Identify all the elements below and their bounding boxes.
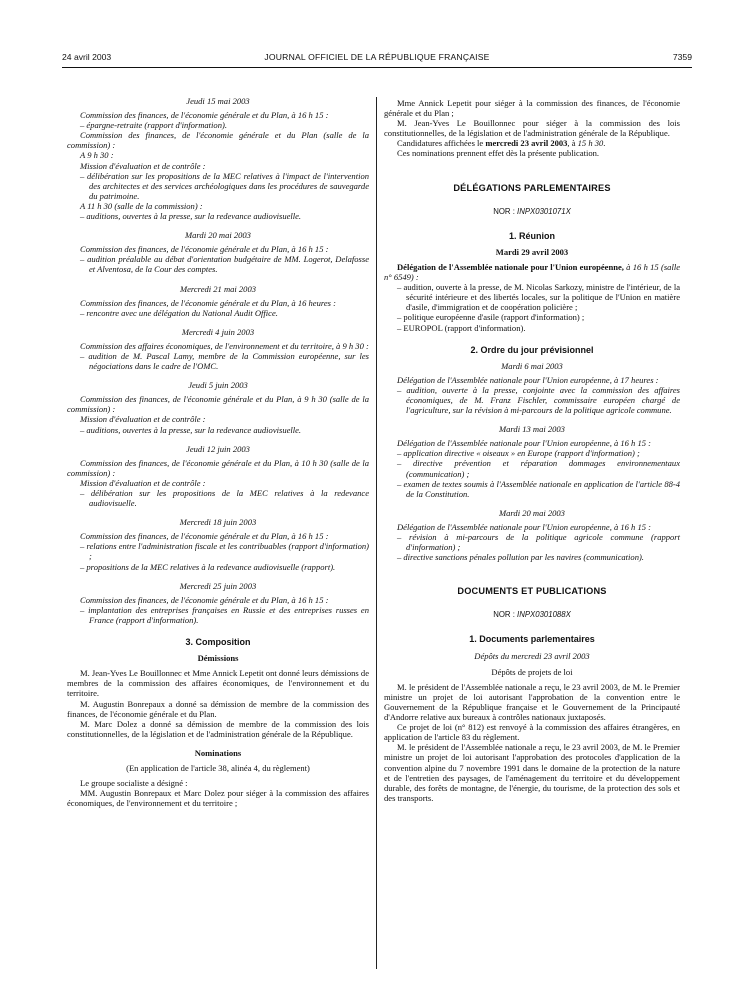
paragraph: A 9 h 30 : [80, 150, 114, 161]
list-item: – auditions, ouvertes à la presse, sur la redevance audiovisuelle. [80, 424, 302, 435]
list-item: – audition préalable au débat d'orientation budgétaire de MM. Logerot, Delafosse et Alventosa, de la Cour des comptes. [80, 254, 369, 275]
paragraph: Mission d'évaluation et de contrôle : [80, 477, 206, 488]
section-title: DÉLÉGATIONS PARLEMENTAIRES [453, 182, 611, 193]
text-bold: Délégation de l'Assemblée nationale pour l'Union européenne, [397, 261, 624, 272]
date-heading: Dépôts du mercredi 23 avril 2003 [474, 650, 590, 661]
paragraph: M. le président de l'Assemblée nationale a reçu, le 23 avril 2003, de M. le Premier ministre un projet de loi autorisant l'approbation de la convention entre le Gouvernement de la République française et le Gouvernement de la Principauté d'Andorre relative aux bureaux à contrôles nationaux juxtaposés. [384, 681, 680, 723]
paragraph: Ce projet de loi (n° 812) est renvoyé à la commission des affaires étrangères, en application de l'article 83 du règlement. [384, 722, 680, 743]
paragraph: Mission d'évaluation et de contrôle : [80, 160, 206, 171]
left-column [67, 96, 369, 808]
list-item: – politique européenne d'asile (rapport d'information) ; [397, 312, 585, 323]
list-item: – application directive « oiseaux » en Europe (rapport d'information) ; [397, 448, 640, 459]
nor-label: NOR : [493, 206, 518, 216]
paragraph: Commission des finances, de l'économie générale et du Plan, à 16 h 15 : [80, 244, 329, 255]
list-item: – audition, ouverte à la presse, conjointe avec la commission des affaires économiques, de M. Franz Fischler, commissaire européen chargé de l'agriculture, sur la révision à mi-parcours de la politique agricole commune. [397, 384, 680, 416]
page-header [62, 52, 692, 66]
list-item: – directive prévention et réparation dommages environnementaux (communication) ; [397, 458, 680, 479]
header-rule [62, 67, 692, 68]
date-heading: Mercredi 18 juin 2003 [179, 517, 257, 528]
subsection-heading: Démissions [197, 653, 239, 664]
text-bold: mercredi 23 avril 2003 [485, 138, 568, 149]
header-page-number: 7359 [672, 52, 692, 62]
list-item: – délibération sur les propositions de la MEC relatives à la redevance audiovisuelle. [80, 488, 369, 509]
paragraph: A 11 h 30 (salle de la commission) : [80, 200, 203, 211]
list-item: – révision à mi-parcours de la politique agricole commune (rapport d'information) ; [397, 532, 680, 553]
text-italic: 15 h 30 [577, 138, 604, 149]
list-item: – épargne-retraite (rapport d'information). [80, 120, 227, 131]
list-item: – propositions de la MEC relatives à la redevance audiovisuelle (rapport). [80, 561, 336, 572]
paragraph: Commission des finances, de l'économie générale et du Plan, à 16 heures : [80, 297, 336, 308]
paragraph: Commission des finances, de l'économie générale et du Plan (salle de la commission) : [67, 130, 369, 151]
nor-code: INPX0301071X [517, 206, 571, 216]
nor-code: INPX0301088X [517, 610, 571, 620]
section-title: DOCUMENTS ET PUBLICATIONS [457, 586, 607, 597]
list-item: – audition de M. Pascal Lamy, membre de la Commission européenne, sur les négociations dans le cadre de l'OMC. [80, 350, 369, 372]
date-heading: Mardi 13 mai 2003 [499, 424, 565, 435]
paragraph: Commission des finances, de l'économie générale et du Plan, à 16 h 15 : [80, 110, 329, 121]
column-divider [376, 97, 377, 969]
paragraph: Délégation de l'Assemblée nationale pour l'Union européenne, à 16 h 15 : [397, 438, 651, 449]
subsection-heading: Dépôts de projets de loi [491, 666, 573, 677]
list-item: – audition, ouverte à la presse, de M. Nicolas Sarkozy, ministre de l'intérieur, de la sécurité intérieure et des libertés locales, sur la politique de l'Union en matière d'asile, d'immigration et de coopération policière ; [397, 282, 680, 313]
section-heading: 2. Ordre du jour prévisionnel [470, 344, 594, 355]
nor-label: NOR : [493, 610, 518, 620]
text: , à [567, 138, 578, 149]
date-heading: Mercredi 21 mai 2003 [179, 283, 257, 294]
date-heading: Jeudi 12 juin 2003 [186, 443, 250, 454]
header-date: 24 avril 2003 [62, 52, 112, 62]
date-heading: Mardi 6 mai 2003 [501, 360, 563, 371]
paragraph: M. Augustin Bonrepaux a donné sa démission de membre de la commission des finances, de l'économie générale et du Plan. [67, 698, 369, 719]
paragraph: M. Jean-Yves Le Bouillonnec pour siéger à la commission des lois constitutionnelles, de la législation et de l'administration générale de la République. [384, 118, 680, 139]
nor-reference [384, 207, 680, 217]
paragraph: Délégation de l'Assemblée nationale pour l'Union européenne, à 17 heures : [397, 374, 659, 385]
list-item: – EUROPOL (rapport d'information). [397, 322, 526, 333]
text: . [603, 138, 606, 149]
nor-reference [384, 610, 680, 620]
paragraph: Commission des finances, de l'économie générale et du Plan, à 10 h 30 (salle de la commission) : [67, 457, 369, 478]
paragraph: M. le président de l'Assemblée nationale a reçu, le 23 avril 2003, de M. le Premier ministre un projet de loi autorisant l'approbation des protocoles d'application de la convention alpine du 7 novembre 1991 dans le domaine de la protection de la nature et de l'entretien des paysages, de l'aménagement du territoire et du développement durable, des forêts de montagne, de l'énergie, du tourisme, de la protection des sols et des transports. [384, 742, 680, 803]
right-column [384, 98, 680, 803]
date-heading: Mardi 20 mai 2003 [499, 507, 565, 518]
paragraph: Ces nominations prennent effet dès la présente publication. [397, 148, 600, 159]
header-title: JOURNAL OFFICIEL DE LA RÉPUBLIQUE FRANÇAISE [264, 52, 490, 62]
subsection-heading: Nominations [194, 747, 242, 758]
paragraph: MM. Augustin Bonrepaux et Marc Dolez pour siéger à la commission des affaires économiques, de l'environnement et du territoire ; [67, 788, 369, 809]
date-heading: Jeudi 15 mai 2003 [186, 96, 250, 106]
paragraph: Mission d'évaluation et de contrôle : [80, 414, 206, 425]
date-heading: Mardi 29 avril 2003 [495, 246, 569, 257]
list-item: – rencontre avec une délégation du National Audit Office. [80, 307, 278, 318]
paragraph: Commission des affaires économiques, de l'environnement et du territoire, à 9 h 30 : [80, 340, 369, 351]
date-heading: Jeudi 5 juin 2003 [188, 380, 248, 391]
section-heading: 1. Documents parlementaires [469, 634, 595, 645]
paragraph: Mme Annick Lepetit pour siéger à la commission des finances, de l'économie générale et du Plan ; [384, 98, 680, 119]
date-heading: Mercredi 25 juin 2003 [179, 580, 257, 591]
paragraph: M. Jean-Yves Le Bouillonnec et Mme Annick Lepetit ont donné leurs démissions de membres de la commission des affaires économiques, de l'environnement et du territoire. [67, 668, 369, 699]
paragraph: M. Marc Dolez a donné sa démission de membre de la commission des lois constitutionnelles, de la législation et de l'administration générale de la République. [67, 718, 369, 739]
date-heading: Mardi 20 mai 2003 [185, 230, 251, 241]
paragraph [384, 138, 680, 148]
text: Candidatures affichées le [397, 138, 486, 149]
list-item: – directive sanctions pénales pollution par les navires (communication). [397, 552, 644, 563]
list-item: – relations entre l'administration fiscale et les contribuables (rapport d'information) ; [80, 541, 369, 562]
list-item: – auditions, ouvertes à la presse, sur la redevance audiovisuelle. [80, 211, 302, 222]
date-heading: Mercredi 4 juin 2003 [181, 326, 255, 337]
paragraph: Le groupe socialiste a désigné : [80, 778, 188, 789]
paragraph: Commission des finances, de l'économie générale et du Plan, à 16 h 15 : [80, 531, 329, 542]
list-item: – délibération sur les propositions de la MEC relatives à l'impact de l'intervention des architectes et des services archéologiques dans les procédures de sauvegarde du patrimoine. [80, 170, 369, 201]
section-heading: 3. Composition [185, 637, 251, 648]
list-item: – implantation des entreprises françaises en Russie et des entreprises russes en France (rapport d'information). [80, 604, 369, 625]
paragraph: Délégation de l'Assemblée nationale pour l'Union européenne, à 16 h 15 : [397, 521, 651, 532]
paragraph: Commission des finances, de l'économie générale et du Plan, à 16 h 15 : [80, 594, 329, 605]
list-item: – examen de textes soumis à l'Assemblée nationale en application de l'article 88-4 de la Constitution. [397, 478, 680, 499]
text-italic: à 16 h 15 (salle n° 6549) : [384, 261, 680, 283]
paragraph: Commission des finances, de l'économie générale et du Plan, à 9 h 30 (salle de la commission) : [67, 394, 369, 415]
section-heading: 1. Réunion [508, 230, 555, 241]
note: (En application de l'article 38, alinéa 4, du règlement) [126, 762, 310, 773]
paragraph [384, 262, 680, 282]
